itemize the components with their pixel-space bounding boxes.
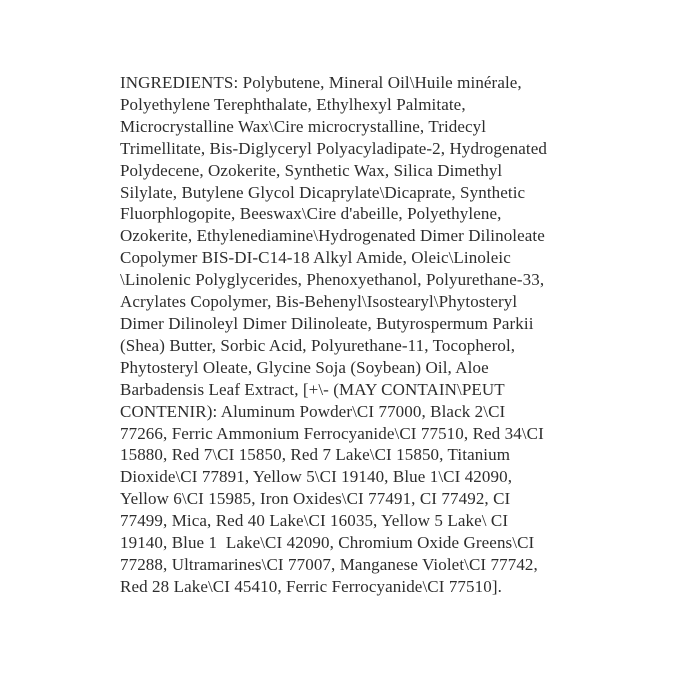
text-line: 77266, Ferric Ammonium Ferrocyanide\CI 77510, Red 34\CI: [120, 423, 544, 443]
text-line: (Shea) Butter, Sorbic Acid, Polyurethane-11, Tocopherol,: [120, 335, 516, 355]
text-line: 77288, Ultramarines\CI 77007, Manganese Violet\CI 77742,: [120, 554, 538, 574]
text-line: Microcrystalline Wax\Cire microcrystalline, Tridecyl: [120, 116, 487, 136]
text-line: INGREDIENTS: Polybutene, Mineral Oil\Huile minérale,: [120, 73, 522, 92]
text-line: 15880, Red 7\CI 15850, Red 7 Lake\CI 15850, Titanium: [120, 445, 511, 465]
text-line: Red 28 Lake\CI 45410, Ferric Ferrocyanide\CI 77510].: [120, 576, 502, 596]
text-line: 19140, Blue 1 Lake\CI 42090, Chromium Oxide Greens\CI: [120, 533, 535, 553]
text-line: Fluorphlogopite, Beeswax\Cire d'abeille, Polyethylene,: [120, 204, 502, 224]
text-line: Phytosteryl Oleate, Glycine Soja (Soybean) Oil, Aloe: [120, 357, 489, 377]
text-line: Dimer Dilinoleyl Dimer Dilinoleate, Butyrospermum Parkii: [120, 313, 534, 333]
text-line: \Linolenic Polyglycerides, Phenoxyethanol, Polyurethane-33,: [120, 270, 545, 290]
text-line: Barbadensis Leaf Extract, [+\- (MAY CONTAIN\PEUT: [120, 379, 505, 399]
text-line: Acrylates Copolymer, Bis-Behenyl\Isostearyl\Phytosteryl: [120, 292, 518, 312]
text-line: Dioxide\CI 77891, Yellow 5\CI 19140, Blue 1\CI 42090,: [120, 467, 513, 487]
text-line: Ozokerite, Ethylenediamine\Hydrogenated Dimer Dilinoleate: [120, 226, 545, 246]
text-line: Trimellitate, Bis-Diglyceryl Polyacyladipate-2, Hydrogenated: [120, 138, 547, 158]
text-line: 77499, Mica, Red 40 Lake\CI 16035, Yellow 5 Lake\ CI: [120, 511, 509, 531]
text-line: Polyethylene Terephthalate, Ethylhexyl Palmitate,: [120, 94, 466, 114]
ingredients-list: [120, 72, 580, 598]
text-line: Polydecene, Ozokerite, Synthetic Wax, Silica Dimethyl: [120, 160, 503, 180]
text-line: Copolymer BIS-DI-C14-18 Alkyl Amide, Oleic\Linoleic: [120, 248, 511, 268]
text-line: CONTENIR): Aluminum Powder\CI 77000, Black 2\CI: [120, 401, 506, 421]
text-line: Yellow 6\CI 15985, Iron Oxides\CI 77491, CI 77492, CI: [120, 489, 511, 509]
text-line: Silylate, Butylene Glycol Dicaprylate\Dicaprate, Synthetic: [120, 182, 526, 202]
